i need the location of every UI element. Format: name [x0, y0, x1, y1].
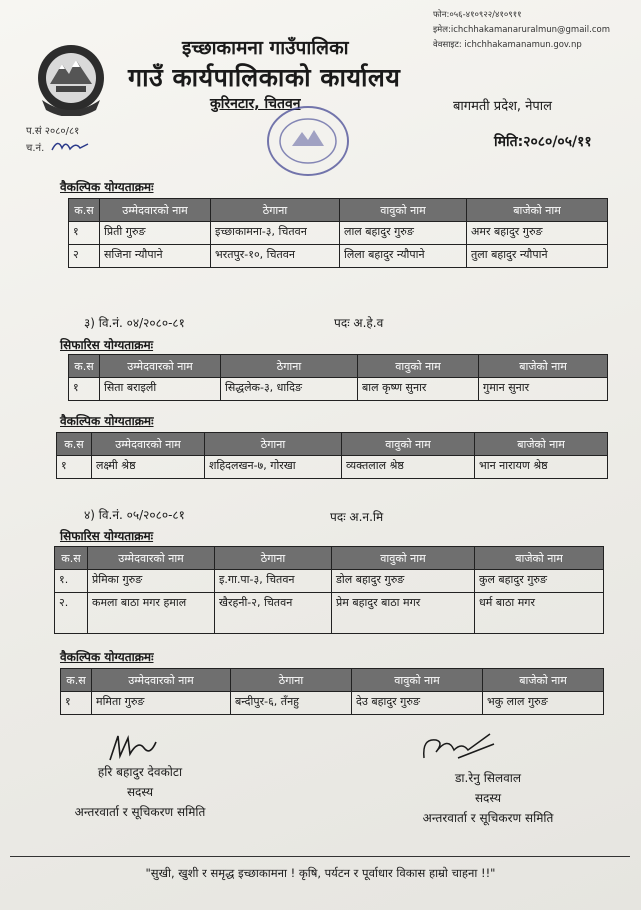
col-grandfather: बाजेको नाम [483, 669, 604, 692]
signature-right-icon [418, 728, 498, 770]
dispatch-number: च.नं. [26, 143, 45, 154]
row-address: इ.गा.पा-३, चितवन [215, 570, 332, 593]
province: बागमती प्रदेश, नेपाल [453, 99, 552, 114]
signatory-left [50, 762, 230, 822]
table-row [69, 378, 608, 401]
row-grandfather: भकु लाल गुरुङ [483, 692, 604, 715]
col-address: ठेगाना [211, 199, 340, 222]
row-sn: १ [69, 222, 100, 245]
municipality-name: इच्छाकामना गाउँपालिका [182, 37, 349, 59]
signatory-right-role: सदस्य [474, 791, 502, 805]
table-row [61, 692, 604, 715]
recommended-merit-table [68, 354, 608, 401]
col-address: ठेगाना [231, 669, 352, 692]
row-address: खैरहनी-२, चितवन [215, 593, 332, 634]
nepal-emblem-icon [34, 40, 108, 116]
row-grandfather: भान नारायण श्रेष्ठ [475, 456, 608, 479]
row-father: व्यक्तलाल श्रेष्ठ [342, 456, 475, 479]
table-row [69, 222, 608, 245]
col-father: वावुको नाम [332, 547, 475, 570]
post-name-4: पदः अ.न.मि [330, 510, 384, 524]
col-father: वावुको नाम [352, 669, 483, 692]
alternative-merit-table [68, 198, 608, 268]
row-sn: १. [55, 570, 88, 593]
row-address: बन्दीपुर-६, तँनहु [231, 692, 352, 715]
row-father: डोल बहादुर गुरुङ [332, 570, 475, 593]
col-candidate: उम्मेदवारको नाम [100, 199, 211, 222]
recommended-merit-heading: सिफारिस योग्यताक्रमः [60, 529, 154, 543]
row-grandfather: धर्म बाठा मगर [475, 593, 604, 634]
col-sn: क.स [57, 433, 92, 456]
table-row [55, 593, 604, 634]
col-address: ठेगाना [215, 547, 332, 570]
signatory-right [398, 768, 578, 828]
table-row [69, 245, 608, 268]
row-address: शहिदलखन-७, गोरखा [205, 456, 342, 479]
table-row [55, 570, 604, 593]
row-address: भरतपुर-१०, चितवन [211, 245, 340, 268]
post-name-3: पदः अ.हे.व [334, 316, 384, 330]
row-grandfather: अमर बहादुर गुरुङ [467, 222, 608, 245]
row-father: लाल बहादुर गुरुङ [340, 222, 467, 245]
row-father: प्रेम बहादुर बाठा मगर [332, 593, 475, 634]
col-candidate: उम्मेदवारको नाम [92, 669, 231, 692]
row-name: प्रेमिका गुरुङ [88, 570, 215, 593]
col-sn: क.स [61, 669, 92, 692]
alternative-merit-heading: वैकल्पिक योग्यताक्रमः [60, 650, 154, 664]
row-address: इच्छाकामना-३, चितवन [211, 222, 340, 245]
row-name: कमला बाठा मगर हमाल [88, 593, 215, 634]
row-sn: १ [57, 456, 92, 479]
signature-left-icon [104, 730, 160, 766]
col-candidate: उम्मेदवारको नाम [100, 355, 221, 378]
office-name: गाउँ कार्यपालिकाको कार्यालय [128, 63, 401, 92]
col-father: वावुको नाम [358, 355, 479, 378]
row-grandfather: तुला बहादुर न्यौपाने [467, 245, 608, 268]
row-sn: २ [69, 245, 100, 268]
table-row [57, 456, 608, 479]
col-grandfather: बाजेको नाम [479, 355, 608, 378]
signatory-left-role: सदस्य [126, 785, 154, 799]
row-sn: २. [55, 593, 88, 634]
office-location: कुरिनटार, चितवन [210, 96, 301, 112]
col-candidate: उम्मेदवारको नाम [88, 547, 215, 570]
row-sn: १ [69, 378, 100, 401]
row-grandfather: कुल बहादुर गुरुङ [475, 570, 604, 593]
row-father: बाल कृष्ण सुनार [358, 378, 479, 401]
signatory-left-name: हरि बहादुर देवकोटा [97, 765, 183, 779]
row-name: सजिना न्यौपाने [100, 245, 211, 268]
col-father: वावुको नाम [340, 199, 467, 222]
row-father: देउ बहादुर गुरुङ [352, 692, 483, 715]
signatory-right-committee: अन्तरवार्ता र सूचिकरण समिति [422, 811, 554, 825]
contact-email: इमेल:ichchhakamanaruralmun@gmail.com [433, 25, 610, 35]
col-grandfather: बाजेको नाम [475, 547, 604, 570]
office-stamp-icon [262, 102, 354, 180]
reference-number: प.सं २०८०/८१ [26, 126, 80, 137]
contact-phone: फोन:०५६-४१०९२२/४१०९११ [433, 10, 522, 20]
col-address: ठेगाना [221, 355, 358, 378]
recommended-merit-table [54, 546, 604, 634]
row-grandfather: गुमान सुनार [479, 378, 608, 401]
row-name: ममिता गुरुङ [92, 692, 231, 715]
col-grandfather: बाजेको नाम [475, 433, 608, 456]
alternative-merit-table [56, 432, 608, 479]
col-father: वावुको नाम [342, 433, 475, 456]
col-sn: क.स [69, 199, 100, 222]
dispatch-signature-icon [50, 136, 90, 156]
row-sn: १ [61, 692, 92, 715]
signatory-left-committee: अन्तरवार्ता र सूचिकरण समिति [74, 805, 206, 819]
footer-divider [10, 856, 630, 857]
row-address: सिद्धलेक-३, धादिङ [221, 378, 358, 401]
advertisement-number-3: ३) वि.नं. ०४/२०८०-८१ [84, 316, 185, 330]
col-candidate: उम्मेदवारको नाम [92, 433, 205, 456]
col-address: ठेगाना [205, 433, 342, 456]
footer-slogan: "सुखी, खुशी र समृद्ध इच्छाकामना ! कृषि, पर्यटन र पूर्वाधार विकास हाम्रो चाहना !!" [145, 866, 496, 880]
alternative-merit-heading: वैकल्पिक योग्यताक्रमः [60, 180, 154, 194]
recommended-merit-heading: सिफारिस योग्यताक्रमः [60, 338, 154, 352]
letter-date: मिति:२०८०/०५/११ [494, 134, 592, 150]
row-father: लिला बहादुर न्यौपाने [340, 245, 467, 268]
contact-website: वेवसाइट: ichchhakamanamun.gov.np [433, 40, 582, 50]
signatory-right-name: डा.रेनु सिलवाल [455, 771, 521, 785]
row-name: सिता बराइली [100, 378, 221, 401]
col-sn: क.स [69, 355, 100, 378]
row-name: लक्ष्मी श्रेष्ठ [92, 456, 205, 479]
alternative-merit-heading: वैकल्पिक योग्यताक्रमः [60, 414, 154, 428]
alternative-merit-table [60, 668, 604, 715]
col-sn: क.स [55, 547, 88, 570]
advertisement-number-4: ४) वि.नं. ०५/२०८०-८१ [84, 508, 185, 522]
row-name: प्रिती गुरुङ [100, 222, 211, 245]
col-grandfather: बाजेको नाम [467, 199, 608, 222]
